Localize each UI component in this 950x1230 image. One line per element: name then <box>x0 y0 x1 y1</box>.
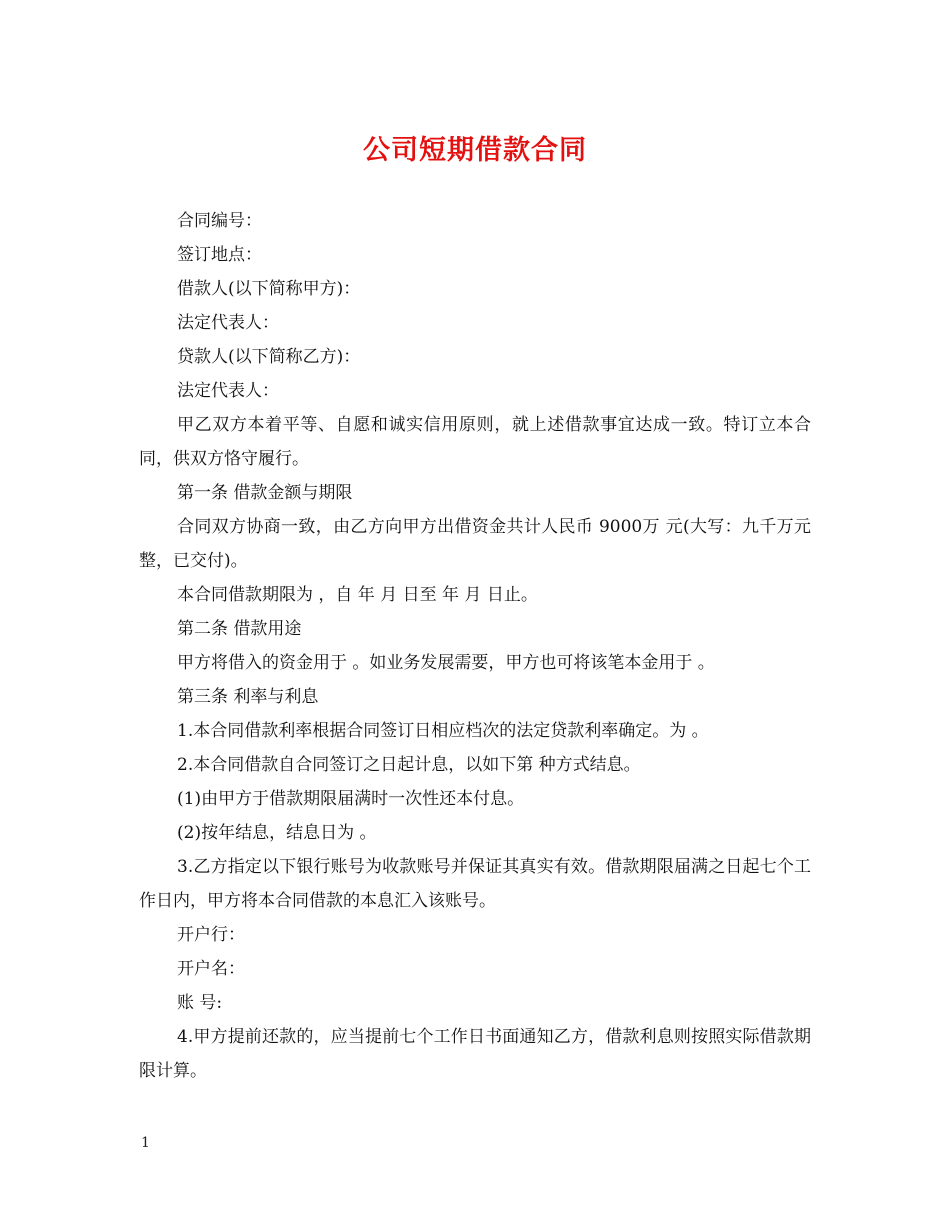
article-1-heading: 第一条 借款金额与期限 <box>177 483 353 503</box>
clause-3-2-option-1: (1)由甲方于借款期限届满时一次性还本付息。 <box>177 789 525 809</box>
lender-line: 贷款人(以下简称乙方)： <box>177 347 361 367</box>
clause-3-3: 3.乙方指定以下银行账号为收款账号并保证其真实有效。借款期限届满之日起七个工作日内，甲方将本合同借款的本息汇入该账号。 <box>139 857 811 911</box>
document-body <box>139 204 811 1088</box>
article-3-heading: 第三条 利率与利息 <box>177 687 319 707</box>
bank-name-line: 开户行： <box>177 925 245 945</box>
contract-number-line: 合同编号： <box>177 211 262 231</box>
loan-purpose-paragraph: 甲方将借入的资金用于 。如业务发展需要，甲方也可将该笔本金用于 。 <box>177 653 715 673</box>
loan-amount-paragraph: 合同双方协商一致，由乙方向甲方出借资金共计人民币 9000万 元(大写：九千万元整，已交付)。 <box>139 517 811 571</box>
document-title: 公司短期借款合同 <box>363 135 587 166</box>
clause-3-2-option-2: (2)按年结息，结息日为 。 <box>177 823 377 843</box>
borrower-representative-line: 法定代表人： <box>177 313 279 333</box>
preamble-paragraph: 甲乙双方本着平等、自愿和诚实信用原则，就上述借款事宜达成一致。特订立本合同，供双方恪守履行。 <box>139 415 811 469</box>
clause-3-2: 2.本合同借款自合同签订之日起计息，以如下第 种方式结息。 <box>177 755 641 775</box>
account-name-line: 开户名： <box>177 959 245 979</box>
account-number-line: 账 号: <box>177 993 223 1013</box>
article-2-heading: 第二条 借款用途 <box>177 619 302 639</box>
borrower-line: 借款人(以下简称甲方)： <box>177 279 361 299</box>
page-number: 1 <box>141 1135 150 1151</box>
lender-representative-line: 法定代表人： <box>177 381 279 401</box>
clause-3-4: 4.甲方提前还款的，应当提前七个工作日书面通知乙方，借款利息则按照实际借款期限计算。 <box>139 1027 811 1081</box>
signing-place-line: 签订地点： <box>177 245 262 265</box>
clause-3-1: 1.本合同借款利率根据合同签订日相应档次的法定贷款利率确定。为 。 <box>177 721 709 741</box>
loan-term-paragraph: 本合同借款期限为 ，自 年 月 日至 年 月 日止。 <box>177 585 538 605</box>
